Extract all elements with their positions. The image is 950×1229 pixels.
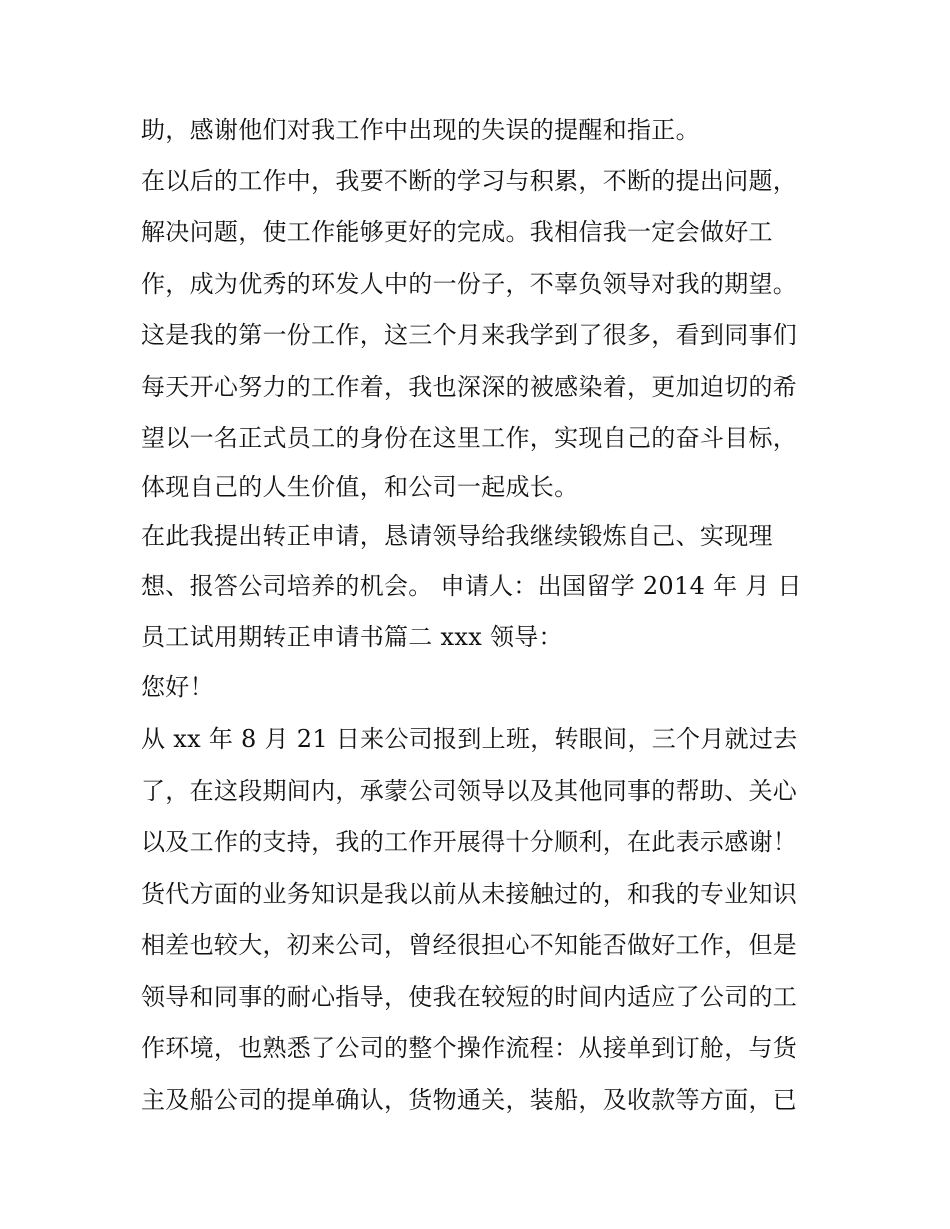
text-line: 以及工作的支持，我的工作开展得十分顺利，在此表示感谢！ xyxy=(141,828,798,856)
text-line: 每天开心努力的工作着，我也深深的被感染着，更加迫切的希 xyxy=(141,373,798,401)
text-line: 体现自己的人生价值，和公司一起成长。 xyxy=(141,473,579,501)
text-line: 主及船公司的提单确认，货物通关，装船，及收款等方面，已 xyxy=(141,1086,798,1114)
text-line: 助，感谢他们对我工作中出现的失误的提醒和指正。 xyxy=(141,116,700,144)
text-line: 望以一名正式员工的身份在这里工作，实现自己的奋斗目标， xyxy=(141,424,798,452)
text-line: 相差也较大，初来公司，曾经很担心不知能否做好工作，但是 xyxy=(141,931,798,959)
text-line: 作，成为优秀的环发人中的一份子，不辜负领导对我的期望。 xyxy=(141,270,798,298)
text-line: 领导和同事的耐心指导，使我在较短的时间内适应了公司的工 xyxy=(141,983,798,1011)
text-line: 作环境，也熟悉了公司的整个操作流程：从接单到订舱，与货 xyxy=(141,1034,798,1062)
text-line: 您好！ xyxy=(141,673,214,701)
text-line: 货代方面的业务知识是我以前从未接触过的，和我的专业知识 xyxy=(141,880,798,908)
text-line: 解决问题，使工作能够更好的完成。我相信我一定会做好工 xyxy=(141,218,773,246)
text-line: 想、报答公司培养的机会。 申请人：出国留学 2014 年 月 日 xyxy=(141,572,802,600)
text-line: 在以后的工作中，我要不断的学习与积累，不断的提出问题， xyxy=(141,167,798,195)
text-line: 这是我的第一份工作，这三个月来我学到了很多，看到同事们 xyxy=(141,321,798,349)
text-line: 在此我提出转正申请，恳请领导给我继续锻炼自己、实现理 xyxy=(141,522,773,550)
text-line: 员工试用期转正申请书篇二 xxx 领导： xyxy=(141,623,563,651)
text-line: 了，在这段期间内，承蒙公司领导以及其他同事的帮助、关心 xyxy=(141,777,798,805)
text-line: 从 xx 年 8 月 21 日来公司报到上班，转眼间，三个月就过去 xyxy=(141,725,798,753)
